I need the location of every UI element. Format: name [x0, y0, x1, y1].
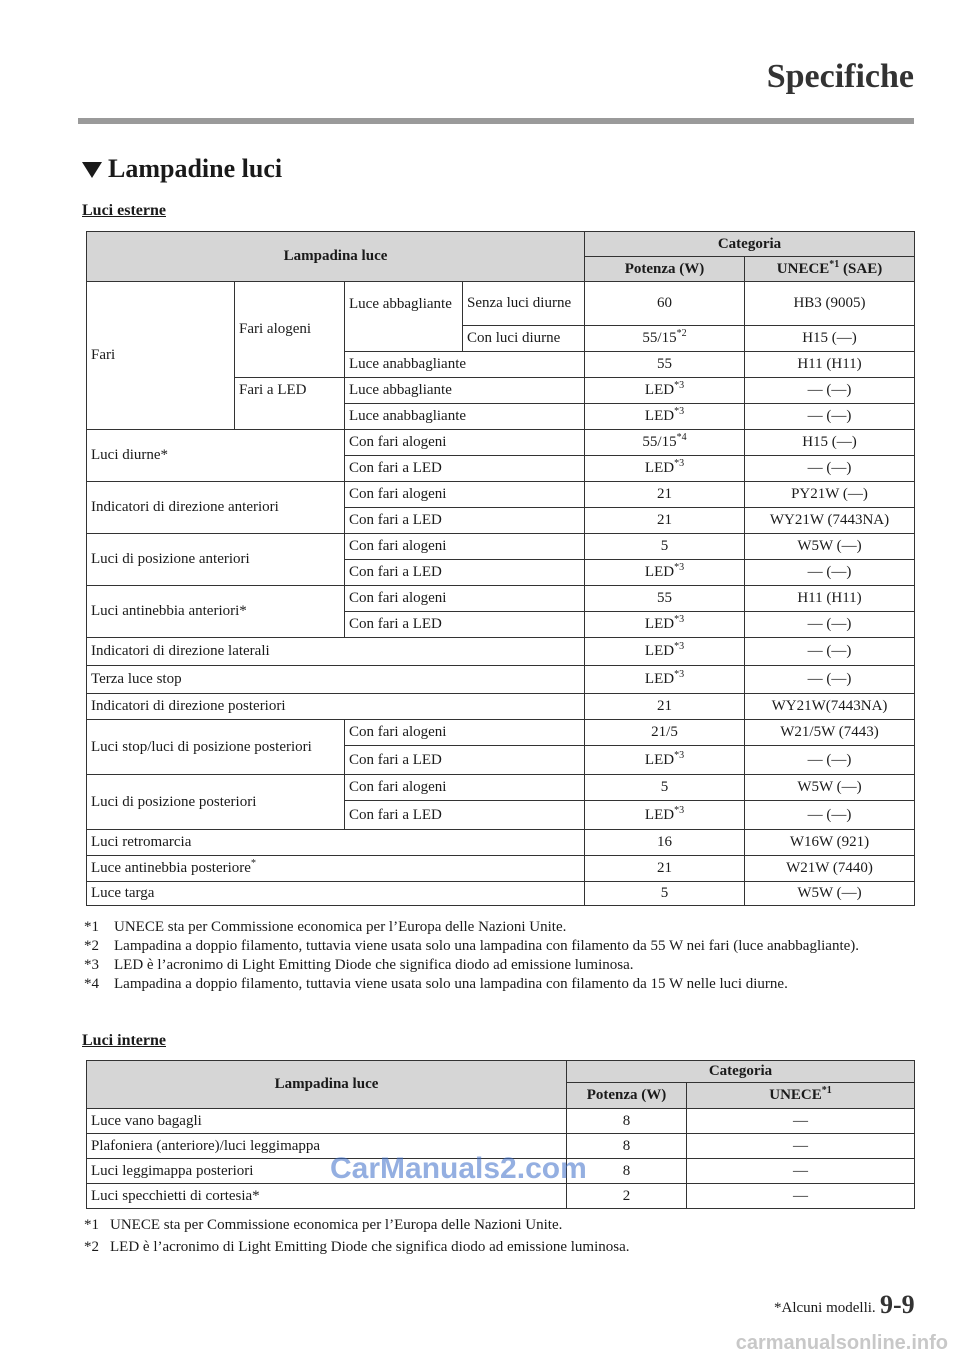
table-header-row: [87, 1061, 915, 1083]
cell-antinebbia-post: Luce antinebbia posteriore*: [87, 856, 585, 882]
cell-con-fari-led: Con fari a LED: [345, 746, 585, 775]
cell-con-fari-alogeni: Con fari alogeni: [345, 534, 585, 560]
section-heading: [82, 154, 282, 184]
cell-luci-antinebbia-ant: Luci antinebbia anteriori*: [87, 586, 345, 638]
exterior-footnotes: [84, 918, 924, 994]
cell-unece: W5W (—): [745, 534, 915, 560]
header-rule: [78, 118, 914, 124]
cell-power: LED$^{*3}$: [585, 612, 745, 638]
table-row: [87, 586, 915, 612]
cell-luci-pos-ant: Luci di posizione anteriori: [87, 534, 345, 586]
col-category-header: Categoria: [585, 232, 915, 257]
table-row: [87, 856, 915, 882]
cell-unece: — (—): [745, 666, 915, 694]
cell-unece: W5W (—): [745, 882, 915, 906]
cell-unece: — (—): [745, 612, 915, 638]
cell-unece: — (—): [745, 456, 915, 482]
table-header-row: [87, 232, 915, 257]
col-unece-header: UNECE$^{*1}$: [687, 1083, 915, 1109]
cell-luci-diurne: Luci diurne*: [87, 430, 345, 482]
cell-targa: Luce targa: [87, 882, 585, 906]
cell-unece: —: [687, 1159, 915, 1184]
cell-ind-dir-post: Indicatori di direzione posteriori: [87, 694, 585, 720]
cell-fari: Fari: [87, 282, 235, 430]
cell-power: 8: [567, 1134, 687, 1159]
interior-footnotes: [84, 1216, 924, 1257]
cell-bulb-name: Luci leggimappa posteriori: [87, 1159, 567, 1184]
cell-luci-stop: Luci stop/luci di posizione posteriori: [87, 720, 345, 775]
cell-unece: W21W (7440): [745, 856, 915, 882]
cell-unece: W5W (—): [745, 775, 915, 801]
cell-unece: H11 (H11): [745, 586, 915, 612]
table-row: [87, 482, 915, 508]
cell-power: 60: [585, 282, 745, 326]
cell-bulb-name: Luce vano bagagli: [87, 1109, 567, 1134]
footnote: *1 UNECE sta per Commissione economica per l’Europa delle Nazioni Unite.: [84, 1217, 563, 1233]
footnote: *2 LED è l’acronimo di Light Emitting Diode che significa diodo ad emissione luminosa.: [84, 1239, 630, 1255]
cell-terza-luce: Terza luce stop: [87, 666, 585, 694]
cell-power: 55: [585, 586, 745, 612]
cell-con-fari-alogeni: Con fari alogeni: [345, 430, 585, 456]
table-row: [87, 430, 915, 456]
cell-luce-abbagliante: Luce abbagliante: [345, 378, 585, 404]
col-bulb-header: Lampadina luce: [87, 232, 585, 282]
cell-unece: — (—): [745, 746, 915, 775]
footnote: *2 Lampadina a doppio filamento, tuttavia viene usata solo una lampadina con filamento da 55 W nei fari (luce anabbagliante).: [84, 938, 860, 954]
col-power-header: Potenza (W): [567, 1083, 687, 1109]
cell-power: 21/5: [585, 720, 745, 746]
exterior-subheading: Luci esterne: [82, 202, 166, 219]
table-row: [87, 694, 915, 720]
cell-luci-pos-post: Luci di posizione posteriori: [87, 775, 345, 830]
table-row: [87, 1184, 915, 1209]
cell-ind-dir-lat: Indicatori di direzione laterali: [87, 638, 585, 666]
col-unece-header: UNECE$^{*1}$ (SAE): [745, 257, 915, 282]
cell-power: 5: [585, 882, 745, 906]
cell-con-fari-led: Con fari a LED: [345, 456, 585, 482]
cell-con-fari-alogeni: Con fari alogeni: [345, 720, 585, 746]
page-number: 9-9: [880, 1290, 915, 1319]
cell-ind-dir-ant: Indicatori di direzione anteriori: [87, 482, 345, 534]
watermark-carmanuals: CarManuals2.com: [330, 1152, 587, 1185]
table-row: [87, 282, 915, 326]
cell-senza-luci-diurne: Senza luci diurne: [463, 282, 585, 326]
cell-con-fari-led: Con fari a LED: [345, 612, 585, 638]
cell-power: 21: [585, 694, 745, 720]
cell-unece: WY21W (7443NA): [745, 508, 915, 534]
cell-unece: — (—): [745, 801, 915, 830]
cell-unece: HB3 (9005): [745, 282, 915, 326]
footnote: *4 Lampadina a doppio filamento, tuttavia viene usata solo una lampadina con filamento da 15 W nelle luci diurne.: [84, 976, 788, 992]
cell-power: LED$^{*3}$: [585, 560, 745, 586]
cell-unece: —: [687, 1184, 915, 1209]
cell-con-fari-alogeni: Con fari alogeni: [345, 482, 585, 508]
table-row: [87, 720, 915, 746]
cell-power: 55: [585, 352, 745, 378]
cell-power: 55/15$^{*4}$: [585, 430, 745, 456]
cell-unece: H11 (H11): [745, 352, 915, 378]
cell-power: LED$^{*3}$: [585, 746, 745, 775]
page-header-title: Specifiche: [766, 58, 914, 95]
cell-power: LED$^{*3}$: [585, 801, 745, 830]
footnote: *1 UNECE sta per Commissione economica per l’Europa delle Nazioni Unite.: [84, 919, 567, 935]
cell-fari-alogeni: Fari alogeni: [235, 282, 345, 378]
col-power-header: Potenza (W): [585, 257, 745, 282]
footer-note: *Alcuni modelli.: [774, 1300, 876, 1316]
cell-unece: W16W (921): [745, 830, 915, 856]
cell-power: 16: [585, 830, 745, 856]
cell-power: LED$^{*3}$: [585, 404, 745, 430]
table-row: [87, 830, 915, 856]
triangle-down-icon: [82, 162, 102, 178]
cell-power: 5: [585, 534, 745, 560]
cell-con-fari-led: Con fari a LED: [345, 508, 585, 534]
cell-power: LED$^{*3}$: [585, 456, 745, 482]
cell-unece: — (—): [745, 560, 915, 586]
watermark-bottom: carmanualsonline.info: [735, 1332, 948, 1354]
cell-luce-anabbagliante: Luce anabbagliante: [345, 404, 585, 430]
col-bulb-header: Lampadina luce: [87, 1061, 567, 1109]
table-row: [87, 882, 915, 906]
cell-unece: H15 (—): [745, 326, 915, 352]
table-row: [87, 1109, 915, 1134]
cell-unece: —: [687, 1109, 915, 1134]
cell-con-fari-alogeni: Con fari alogeni: [345, 775, 585, 801]
cell-luce-abbagliante: Luce abbagliante: [345, 282, 463, 352]
cell-power: 8: [567, 1159, 687, 1184]
cell-unece: PY21W (—): [745, 482, 915, 508]
section-title: Lampadine luci: [108, 154, 283, 183]
exterior-bulbs-table: [86, 231, 915, 906]
table-row: [87, 638, 915, 666]
col-category-header: Categoria: [567, 1061, 915, 1083]
cell-power: 21: [585, 856, 745, 882]
cell-con-luci-diurne: Con luci diurne: [463, 326, 585, 352]
cell-con-fari-led: Con fari a LED: [345, 560, 585, 586]
cell-con-fari-led: Con fari a LED: [345, 801, 585, 830]
cell-unece: H15 (—): [745, 430, 915, 456]
cell-unece: WY21W(7443NA): [745, 694, 915, 720]
cell-fari-led: Fari a LED: [235, 378, 345, 430]
cell-power: LED$^{*3}$: [585, 666, 745, 694]
cell-retromarcia: Luci retromarcia: [87, 830, 585, 856]
cell-power: LED$^{*3}$: [585, 638, 745, 666]
interior-subheading: Luci interne: [82, 1032, 166, 1049]
cell-power: 8: [567, 1109, 687, 1134]
cell-power: 2: [567, 1184, 687, 1209]
cell-power: 55/15$^{*2}$: [585, 326, 745, 352]
cell-con-fari-alogeni: Con fari alogeni: [345, 586, 585, 612]
cell-luce-anabbagliante: Luce anabbagliante: [345, 352, 585, 378]
interior-bulbs-table: [86, 1060, 915, 1209]
cell-bulb-name: Plafoniera (anteriore)/luci leggimappa: [87, 1134, 567, 1159]
cell-power: 5: [585, 775, 745, 801]
cell-unece: W21/5W (7443): [745, 720, 915, 746]
cell-power: LED$^{*3}$: [585, 378, 745, 404]
cell-unece: — (—): [745, 404, 915, 430]
cell-unece: — (—): [745, 378, 915, 404]
cell-unece: —: [687, 1134, 915, 1159]
cell-bulb-name: Luci specchietti di cortesia*: [87, 1184, 567, 1209]
table-row: [87, 775, 915, 801]
footnote: *3 LED è l’acronimo di Light Emitting Diode che significa diodo ad emissione luminosa.: [84, 957, 634, 973]
cell-power: 21: [585, 482, 745, 508]
table-row: [87, 534, 915, 560]
table-row: [87, 666, 915, 694]
cell-power: 21: [585, 508, 745, 534]
cell-unece: — (—): [745, 638, 915, 666]
